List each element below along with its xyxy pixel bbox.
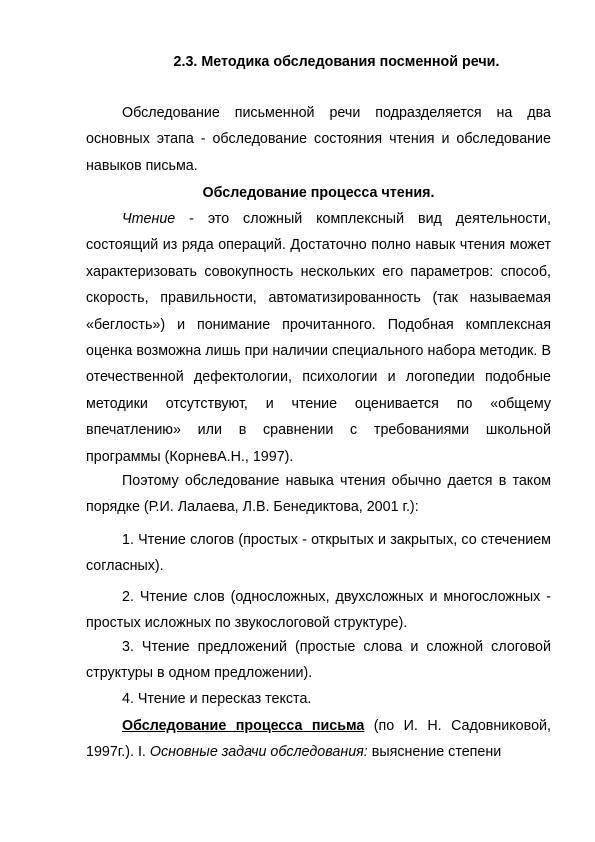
list-item-2: 2. Чтение слов (односложных, двухсложных и многосложных - простых исложных по звукослоговой структуре).	[86, 589, 551, 632]
reading-term: Чтение	[122, 211, 176, 227]
reading-paragraph	[86, 206, 551, 470]
order-paragraph: Поэтому обследование навыка чтения обычно дается в таком порядке (Р.И. Лалаева, Л.В. Бенедиктова, 2001 г.):	[86, 473, 551, 516]
writing-tasks-label: Основные задачи обследования:	[149, 744, 368, 761]
reading-subheading: Обследование процесса чтения.	[202, 185, 435, 201]
writing-term: Обследование процесса письма	[122, 718, 365, 734]
intro-paragraph: Обследование письменной речи подразделяется на два основных этапа - обследование состояния чтения и обследование навыков письма.	[86, 105, 551, 174]
writing-paragraph	[86, 713, 551, 766]
section-heading: 2.3. Методика обследования посменной речи.	[173, 54, 500, 70]
writing-tail: выяснение степени	[367, 744, 502, 761]
writing-citation: (по И. Н. Садовниковой, 1997г.). I.	[86, 718, 551, 761]
list-item-4: 4. Чтение и пересказ текста.	[122, 691, 312, 707]
reading-text: - это сложный комплексный вид деятельности, состоящий из ряда операций. Достаточно полно навык чтения может характеризовать совокупность нескольких его параметров: способ, скорость, правильности, автоматизированность (так называемая «беглость») и понимание прочитанного. Подобная комплексная оценка возможна лишь при наличии специального набора методик. В отечественной дефектологии, психологии и логопедии подобные методики отсутствуют, и чтение оценивается по «общему впечатлению» или в сравнении с требованиями школьной программы (КорневА.Н., 1997).	[86, 211, 551, 465]
list-item-3: 3. Чтение предложений (простые слова и сложной слоговой структуры в одном предложении).	[86, 639, 551, 682]
list-item-1: 1. Чтение слогов (простых - открытых и закрытых, со стечением согласных).	[86, 532, 551, 575]
